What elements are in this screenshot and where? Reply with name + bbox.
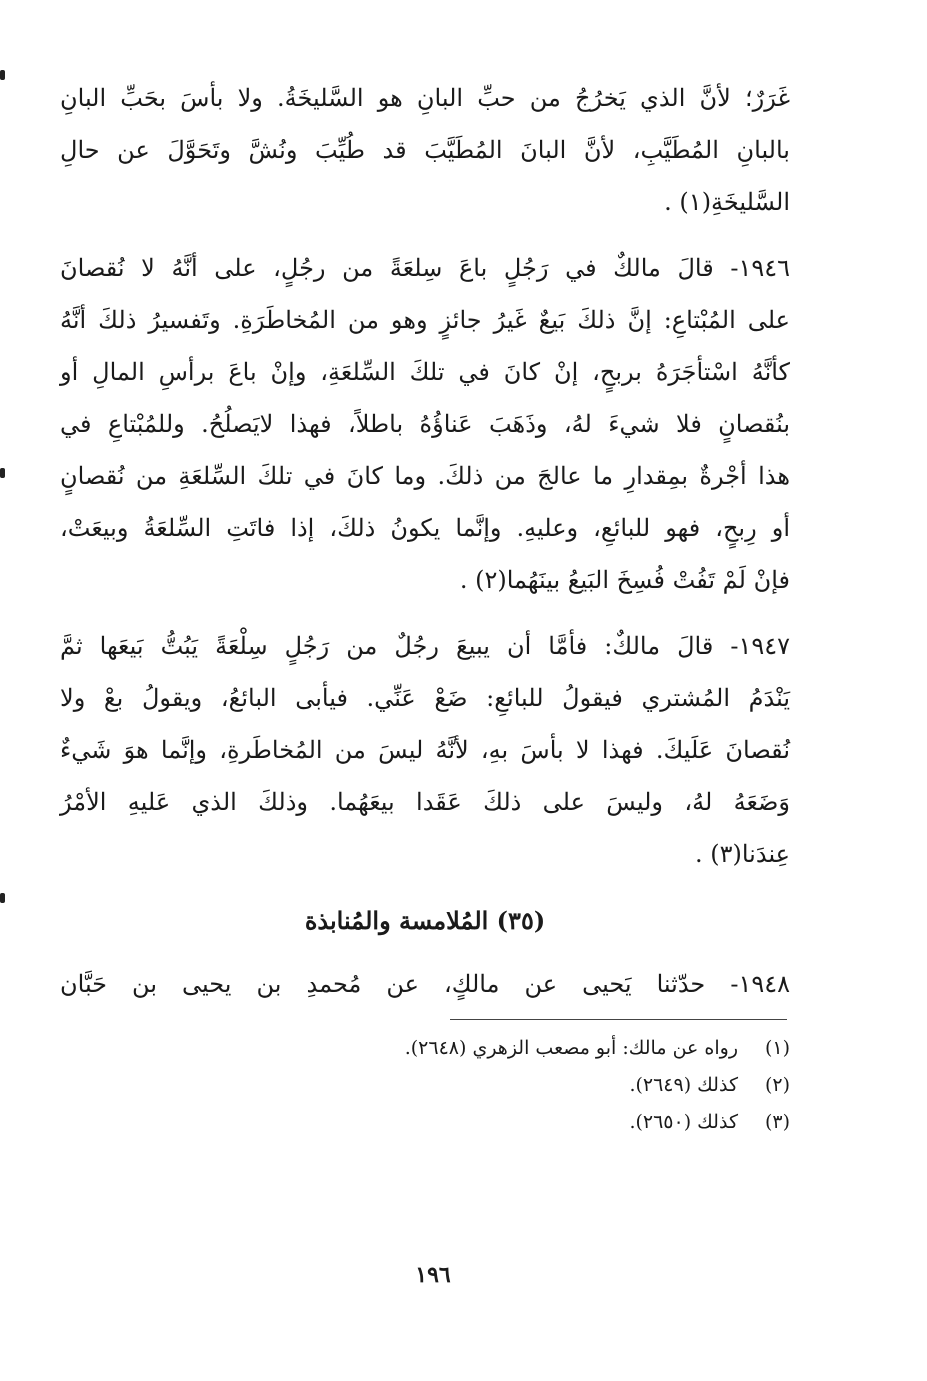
text-line: ١٩٤٦- قالَ مالكٌ في رَجُلٍ باعَ سِلعَةً من رجُلٍ، على أنَّهُ لا نُقصانَ <box>60 254 790 282</box>
margin-mark <box>0 70 5 80</box>
text-line: ١٩٤٧- قالَ مالكٌ: فأمَّا أن يبيعَ رجُلٌ من رَجُلٍ سِلْعَةً يَبُتُّ بَيعَها ثمَّ <box>60 632 790 660</box>
paragraph-1948 <box>60 958 790 1010</box>
footnote-number: (٢) <box>764 1074 790 1096</box>
text-line: غَرَرٌ؛ لأنَّ الذي يَخرُجُ من حبِّ البانِ هو السَّليخَةُ. ولا بأسَ بحَبِّ البانِ <box>60 84 790 112</box>
footnote-text: كذلك (٢٦٤٩). <box>629 1074 738 1096</box>
main-text <box>60 72 790 1010</box>
text-line: هذا أجْرةٌ بمِقدارِ ما عالجَ من ذلكَ. وما كانَ في تلكَ السِّلعَةِ من نُقصانٍ <box>60 462 790 490</box>
footnote <box>60 1067 790 1104</box>
text-line: نُقصانَ عَلَيكَ. فهذا لا بأسَ بهِ، لأنَّهُ ليسَ من المُخاطَرةِ، وإنَّما هوَ شَيءٌ <box>60 736 790 764</box>
text-line: بنُقصانٍ فلا شيءَ لهُ، وذَهَبَ عَناؤُهُ باطلاً، فهذا لايَصلُحُ. وللمُبْتاعِ في <box>60 410 790 438</box>
section-heading: (٣٥) المُلامسة والمُنابذة <box>304 906 546 935</box>
text-line: على المُبْتاعِ: إنَّ ذلكَ بَيعٌ غَيرُ جائزٍ وهو من المُخاطَرَةِ. وتَفسيرُ ذلكَ أنَّهُ <box>60 306 790 334</box>
text-line: بالبانِ المُطَيَّبِ، لأنَّ البانَ المُطَيَّبَ قد طُيِّبَ ونُشَّ وتَحَوَّلَ عن حالِ <box>60 136 790 164</box>
footnote-number: (١) <box>764 1037 790 1059</box>
footnote-divider <box>450 1019 787 1020</box>
text-line: السَّليخَةِ(١) . <box>664 188 790 216</box>
footnote-text: رواه عن مالك: أبو مصعب الزهري (٢٦٤٨). <box>404 1037 738 1059</box>
footnote <box>60 1030 790 1067</box>
text-line: يَنْدَمُ المُشتري فيقولُ للبائعِ: ضَعْ عَنِّي. فيأبى البائعُ، ويقولُ بعْ ولا <box>60 684 790 712</box>
page-number: ١٩٦ <box>415 1262 451 1288</box>
footnote-number: (٣) <box>764 1111 790 1133</box>
footnote <box>60 1104 790 1141</box>
margin-mark <box>0 468 5 478</box>
paragraph-1947 <box>60 620 790 880</box>
footnotes <box>60 1030 790 1141</box>
text-line: ١٩٤٨- حدّثنا يَحيى عن مالكٍ، عن مُحمدِ بن يحيى بن حَبَّان <box>60 970 790 998</box>
paragraph-continuation <box>60 72 790 228</box>
paragraph-1946 <box>60 242 790 606</box>
margin-mark <box>0 893 5 903</box>
text-line: عِندَنا(٣) . <box>694 840 790 868</box>
text-line: أو رِبحٍ، فهو للبائعِ، وعليهِ. وإنَّما يكونُ ذلكَ، إذا فاتَتِ السِّلعَةُ وبيعَتْ، <box>60 514 790 542</box>
text-line: فإنْ لَمْ تَفُتْ فُسِخَ البَيعُ بينَهُما(٢) . <box>459 566 790 594</box>
text-line: كأنَّهُ اسْتأجَرَهُ بربحٍ، إنْ كانَ في تلكَ السِّلعَةِ، وإنْ باعَ برأسِ المالِ أو <box>60 358 790 386</box>
text-line: وَضَعَهُ لهُ، وليسَ على ذلكَ عَقَدا بيعَهُما. وذلكَ الذي عَليهِ الأمْرُ <box>60 788 790 816</box>
footnote-text: كذلك (٢٦٥٠). <box>629 1111 738 1133</box>
